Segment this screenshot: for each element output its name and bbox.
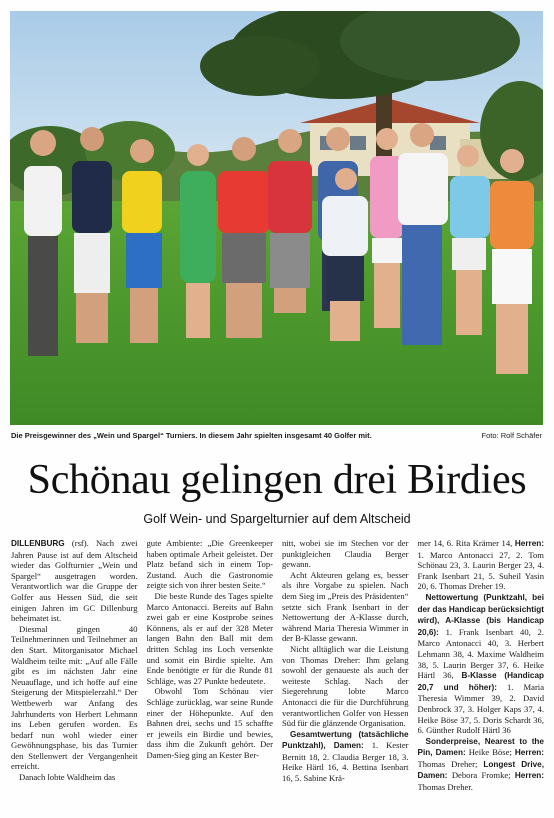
paragraph: Die beste Runde des Tages spielte Marco Antonacci. Bereits auf Bahn zwei gab er eine Kostprobe seines Könnens, als er auf der 328 Meter langen Bahn den Ball mit dem dritten Schlag ins Loch versenkte und somit ein Birdie spielte. Am Ende benötigte er für die Runde 81 Schläge, was 27 Punkte bedeutete. (146, 590, 273, 686)
paragraph: DILLENBURG (rsf). Nach zwei Jahren Pause ist auf dem Altscheid wieder das Golfturnier „Wein und Spargel“ ausgetragen worden. Verantwortlich war die Gruppe der Golfer aus Hessen Süd, die seit einigen Jahren im GC Dillenburg beheimatet ist. (11, 538, 138, 624)
dateline: DILLENBURG (11, 539, 65, 548)
paragraph: nitt, wobei sie im Stechen vor der punktgleichen Claudia Berger gewann. (282, 538, 409, 570)
paragraph: Diesmal gingen 40 Teilnehmerinnen und Teilnehmer an den Start. Mitorganisator Michael Waldheim teilte mit: „Auf alle Fälle gibt es im nächsten Jahr eine Neuauflage, und ich hoffe auf eine Steigerung der Mitspielerzahl.“ Der Wettbewerb war Anfang des Jahrhunderts von Herbert Lehmann ins Leben gerufen worden. Es bedarf nun wohl wieder einer Gewöhnungsphase, bis das Turnier den Stellenwert der Vergangenheit erreicht. (11, 623, 138, 772)
results-paragraph: Sonderpreise, Nearest to the Pin, Damen: Heike Böse; Herren: Thomas Dreher; Longest Drive, Damen: Debora Fromke; Herren: Thomas Dreher. (417, 736, 544, 793)
group-photo (10, 11, 543, 425)
headline: Schönau gelingen drei Birdies (27, 457, 527, 503)
paragraph: Danach lobte Waldheim das (19, 772, 116, 783)
article-column-4 (418, 538, 545, 814)
paragraph: Acht Akteuren gelang es, besser als ihre Vorgabe zu spielen. Nach dem Sieg im „Preis des Präsidenten“ setzte sich Frank Isenbart in der Nettowertung der A-Klasse durch, während Maria Theresia Wimmer in der B-Klasse gewann. (282, 569, 409, 644)
photo-credit: Foto: Rolf Schäfer (481, 431, 542, 440)
photo-illustration (10, 11, 543, 425)
article-body (11, 538, 544, 814)
photo-caption: Die Preisgewinner des „Wein und Spargel“ Turniers. In diesem Jahr spielten insgesamt 40 Golfer mit. (11, 431, 372, 440)
results-paragraph: Nettowertung (Punktzahl, bei der das Handicap berücksichtigt wird), A-Klasse (bis Handicap 20,6): 1. Frank Isenbart 40, 2. Marco Antonacci 40, 3. Herbert Lehmann 38, 4. Maxime Waldheim 38, 5. Laurin Berger 37, 6. Heike Härtl 36, B-Klasse (Handicap 20,7 und höher): 1. Maria Theresia Wimmer 39, 2. David Denbrock 37, 3. Holger Kaps 37, 4. Heike Böse 37, 5. Doris Schardt 36, 6. Günther Rudolf Härtl 36 (417, 592, 544, 736)
subheadline: Golf Wein- und Spargelturnier auf dem Altscheid (143, 512, 411, 526)
paragraph: Obwohl Tom Schönau vier Schläge zurücklag, war seine Runde einer der Höhepunkte. Auf den Bahnen drei, sechs und 15 schaffte er jeweils ein Birdie und bewies, dass ihm die Zukunft gehört. Der Damen-Sieg ging an Kester Ber- (146, 686, 273, 760)
article-column-3 (282, 538, 409, 814)
results-paragraph: mer 14, 6. Rita Krämer 14, Herren: 1. Marco Antonacci 27, 2. Tom Schönau 23, 3. Laurin Berger 23, 4. Frank Isenbart 21, 5. Suheil Yasin 20, 6. Thomas Dreher 19. (417, 538, 544, 592)
paragraph: gute Ambiente: „Die Greenkeeper haben optimale Arbeit geleistet. Der Platz befand sich in einem Top-Zustand. Auch die Gastronomie zeigte sich von ihrer besten Seite.“ (146, 538, 273, 591)
article-column-1 (11, 538, 138, 814)
results-paragraph: Gesamtwertung (tatsächliche Punktzahl), Damen: 1. Kester Bernitt 18, 2. Claudia Berger 18, 3. Heike Härtl 16, 4. Bettina Isenbart 16, 5. Sabine Krä- (282, 729, 409, 784)
paragraph: Nicht alltäglich war die Leistung von Thomas Dreher: Ihm gelang sowohl der genaueste als auch der weiteste Schlag. Nach der Siegerehrung lobte Marco Antonacci die für die Durchführung verantwortlichen Golfer von Hessen Süd für die glänzende Organisation. (282, 643, 409, 729)
article-column-2 (147, 538, 274, 814)
